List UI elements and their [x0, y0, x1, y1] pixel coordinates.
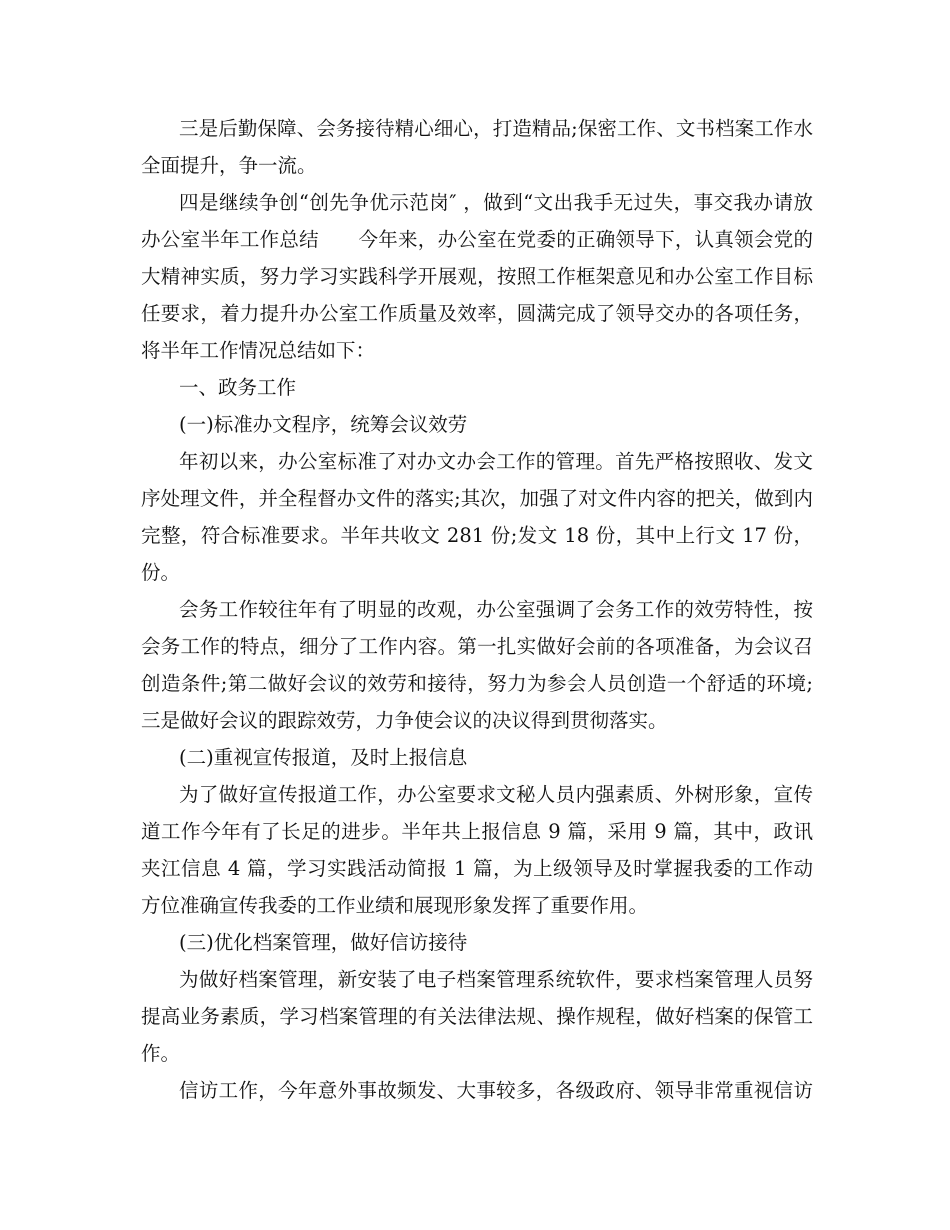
text-line: 任要求，着力提升办公室工作质量及效率，圆满完成了领导交办的各项任务，	[141, 302, 813, 325]
text-line: 会务工作较往年有了明显的改观，办公室强调了会务工作的效劳特性，按	[179, 598, 813, 621]
text-line: 会务工作的特点，细分了工作内容。第一扎实做好会前的各项准备，为会议召	[141, 635, 813, 658]
text-line: 提高业务素质，学习档案管理的有关法律法规、操作规程，做好档案的保管工	[141, 1005, 813, 1028]
text-line: 三是后勤保障、会务接待精心细心，打造精品;保密工作、文书档案工作水	[179, 117, 813, 140]
text-line: (三)优化档案管理，做好信访接待	[179, 931, 468, 954]
text-line: 四是继续争创“创先争优示范岗″ ，做到“文出我手无过失，事交我办请放	[179, 191, 813, 214]
document-body	[141, 110, 813, 1109]
text-line: 道工作今年有了长足的进步。半年共上报信息 9 篇，采用 9 篇，其中，政讯	[141, 820, 813, 843]
text-line: 一、政务工作	[179, 376, 297, 399]
text-line: 办公室半年工作总结 今年来，办公室在党委的正确领导下，认真领会党的	[141, 228, 813, 251]
text-line: 将半年工作情况总结如下：	[141, 339, 376, 362]
text-line: (一)标准办文程序，统筹会议效劳	[179, 413, 468, 436]
text-line: 份。	[141, 561, 181, 584]
text-line: 为做好档案管理，新安装了电子档案管理系统软件，要求档案管理人员努	[179, 968, 813, 991]
text-line: 信访工作，今年意外事故频发、大事较多，各级政府、领导非常重视信访	[179, 1079, 813, 1102]
text-line: 三是做好会议的跟踪效劳，力争使会议的决议得到贯彻落实。	[141, 709, 668, 732]
text-line: 作。	[141, 1042, 181, 1065]
text-line: (二)重视宣传报道，及时上报信息	[179, 746, 468, 769]
text-line: 创造条件;第二做好会议的效劳和接待，努力为参会人员创造一个舒适的环境;	[141, 672, 813, 695]
text-line: 序处理文件，并全程督办文件的落实;其次，加强了对文件内容的把关，做到内	[141, 487, 813, 510]
text-line: 大精神实质，努力学习实践科学开展观，按照工作框架意见和办公室工作目标	[141, 265, 813, 288]
text-line: 夹江信息 4 篇，学习实践活动简报 1 篇，为上级领导及时掌握我委的工作动	[141, 857, 813, 880]
text-line: 完整，符合标准要求。半年共收文 281 份;发文 18 份，其中上行文 17 份，	[141, 524, 813, 547]
text-line: 为了做好宣传报道工作，办公室要求文秘人员内强素质、外树形象，宣传	[179, 783, 813, 806]
text-line: 年初以来，办公室标准了对办文办会工作的管理。首先严格按照收、发文	[179, 450, 813, 473]
text-line: 全面提升，争一流。	[141, 154, 317, 177]
text-line: 方位准确宣传我委的工作业绩和展现形象发挥了重要作用。	[141, 894, 649, 917]
